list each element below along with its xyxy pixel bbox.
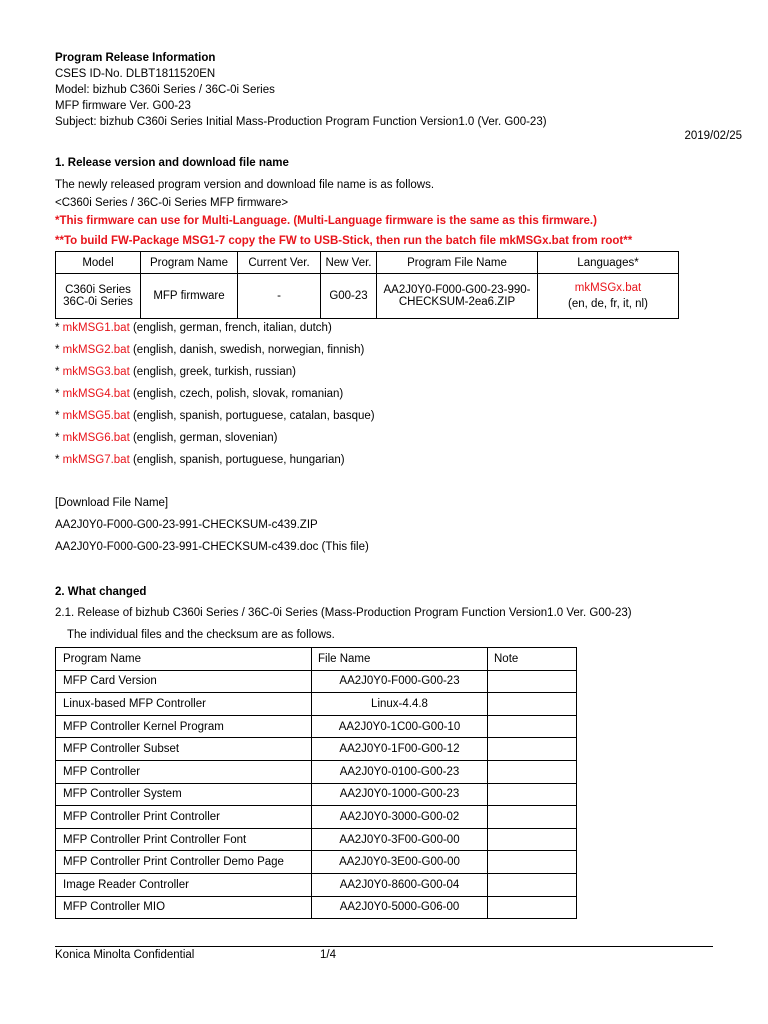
cell-languages: [538, 274, 679, 319]
file-name-cell: AA2J0Y0-8600-G00-04: [312, 873, 488, 896]
multilanguage-notice: *This firmware can use for Multi-Language. (Multi-Language firmware is the same as this firmware.): [55, 215, 597, 227]
note-cell: [488, 873, 577, 896]
batch-file-item: * mkMSG3.bat (english, greek, turkish, russian): [55, 366, 296, 378]
table-row: [56, 873, 577, 896]
file-name-cell: AA2J0Y0-0100-G00-23: [312, 760, 488, 783]
header-program-name: Program Name: [56, 648, 312, 671]
release-version-table: [55, 251, 679, 319]
cell-program-file-name: [377, 274, 538, 319]
batch-file-name: mkMSG5.bat: [62, 410, 130, 422]
batch-file-languages: (english, greek, turkish, russian): [129, 366, 296, 378]
batch-file-languages: (english, spanish, portuguese, hungarian): [129, 454, 345, 466]
cell-model: [56, 274, 141, 319]
table-row: [56, 896, 577, 919]
cell-program-name: MFP firmware: [141, 274, 238, 319]
section2-intro: The individual files and the checksum are as follows.: [67, 629, 335, 641]
section2-subheading: 2.1. Release of bizhub C360i Series / 36C-0i Series (Mass-Production Program Function Version1.0 Ver. G00-23): [55, 607, 632, 619]
series-line: <C360i Series / 36C-0i Series MFP firmware>: [55, 197, 289, 209]
header-model: Model: [56, 252, 141, 274]
table-row: [56, 693, 577, 716]
program-name-cell: Linux-based MFP Controller: [56, 693, 312, 716]
batch-file-item: * mkMSG7.bat (english, spanish, portuguese, hungarian): [55, 454, 345, 466]
table-row: [56, 806, 577, 829]
note-cell: [488, 783, 577, 806]
file-name-cell: AA2J0Y0-3E00-G00-00: [312, 851, 488, 874]
batch-file-item: * mkMSG6.bat (english, german, slovenian): [55, 432, 278, 444]
file-name-line-1: AA2J0Y0-F000-G00-23-990-: [383, 284, 531, 296]
note-cell: [488, 670, 577, 693]
file-name-cell: Linux-4.4.8: [312, 693, 488, 716]
cell-current-ver: -: [238, 274, 321, 319]
file-name-cell: AA2J0Y0-5000-G06-00: [312, 896, 488, 919]
program-name-cell: MFP Controller Print Controller Font: [56, 828, 312, 851]
batch-file-item: * mkMSG1.bat (english, german, french, italian, dutch): [55, 322, 332, 334]
cses-id: CSES ID-No. DLBT1811520EN: [55, 68, 216, 80]
table-row: [56, 783, 577, 806]
table-row: [56, 851, 577, 874]
batch-file-name: mkMSG3.bat: [62, 366, 130, 378]
languages-list: (en, de, fr, it, nl): [568, 298, 648, 310]
model-line-2: 36C-0i Series: [63, 296, 133, 308]
program-name-cell: MFP Controller Subset: [56, 738, 312, 761]
file-table-header-row: [56, 648, 577, 671]
model-line: Model: bizhub C360i Series / 36C-0i Series: [55, 84, 275, 96]
section1-heading: 1. Release version and download file name: [55, 157, 289, 169]
file-name-cell: AA2J0Y0-1F00-G00-12: [312, 738, 488, 761]
file-name-cell: AA2J0Y0-3F00-G00-00: [312, 828, 488, 851]
file-name-cell: AA2J0Y0-1C00-G00-10: [312, 715, 488, 738]
header-languages: Languages*: [538, 252, 679, 274]
batch-file-item: * mkMSG5.bat (english, spanish, portuguese, catalan, basque): [55, 410, 375, 422]
subject-line: Subject: bizhub C360i Series Initial Mass-Production Program Function Version1.0 (Ver. G00-23): [55, 116, 547, 128]
section1-intro: The newly released program version and download file name is as follows.: [55, 179, 435, 191]
batch-file-languages: (english, german, french, italian, dutch): [129, 322, 332, 334]
program-name-cell: MFP Controller System: [56, 783, 312, 806]
note-cell: [488, 715, 577, 738]
batch-file-name: mkMSG4.bat: [62, 388, 130, 400]
model-line-1: C360i Series: [65, 284, 131, 296]
table-row: [56, 760, 577, 783]
table-row: [56, 670, 577, 693]
file-name-line-2: CHECKSUM-2ea6.ZIP: [398, 296, 516, 308]
note-cell: [488, 760, 577, 783]
fw-package-notice: **To build FW-Package MSG1-7 copy the FW to USB-Stick, then run the batch file mkMSGx.bat from root**: [55, 235, 633, 247]
footer-confidential: Konica Minolta Confidential: [55, 949, 195, 961]
section2-heading: 2. What changed: [55, 586, 147, 598]
header-current-ver: Current Ver.: [238, 252, 321, 274]
batch-file-languages: (english, german, slovenian): [129, 432, 278, 444]
batch-file-item: * mkMSG2.bat (english, danish, swedish, norwegian, finnish): [55, 344, 365, 356]
mfp-firmware-version: MFP firmware Ver. G00-23: [55, 100, 191, 112]
header-note: Note: [488, 648, 577, 671]
batch-file-name: mkMSG6.bat: [62, 432, 130, 444]
document-title: Program Release Information: [55, 52, 216, 64]
file-name-cell: AA2J0Y0-1000-G00-23: [312, 783, 488, 806]
release-table-row: [56, 274, 679, 319]
program-name-cell: MFP Card Version: [56, 670, 312, 693]
download-file-zip: AA2J0Y0-F000-G00-23-991-CHECKSUM-c439.ZIP: [55, 519, 318, 531]
program-name-cell: MFP Controller Print Controller Demo Page: [56, 851, 312, 874]
note-cell: [488, 806, 577, 829]
program-name-cell: Image Reader Controller: [56, 873, 312, 896]
note-cell: [488, 896, 577, 919]
header-new-ver: New Ver.: [321, 252, 377, 274]
download-file-label: [Download File Name]: [55, 497, 169, 509]
batch-file-name: mkMSG2.bat: [62, 344, 130, 356]
batch-file-item: * mkMSG4.bat (english, czech, polish, slovak, romanian): [55, 388, 344, 400]
footer-divider: [55, 946, 713, 947]
program-name-cell: MFP Controller Kernel Program: [56, 715, 312, 738]
note-cell: [488, 738, 577, 761]
download-file-doc: AA2J0Y0-F000-G00-23-991-CHECKSUM-c439.doc (This file): [55, 541, 369, 553]
batch-file-name: mkMSG1.bat: [62, 322, 130, 334]
release-date: 2019/02/25: [684, 130, 742, 142]
file-name-cell: AA2J0Y0-F000-G00-23: [312, 670, 488, 693]
note-cell: [488, 828, 577, 851]
header-program-name: Program Name: [141, 252, 238, 274]
file-name-cell: AA2J0Y0-3000-G00-02: [312, 806, 488, 829]
program-name-cell: MFP Controller Print Controller: [56, 806, 312, 829]
file-checksum-table: [55, 647, 577, 919]
header-program-file-name: Program File Name: [377, 252, 538, 274]
batch-file-languages: (english, spanish, portuguese, catalan, basque): [129, 410, 375, 422]
batch-file-languages: (english, czech, polish, slovak, romanian): [129, 388, 344, 400]
table-row: [56, 738, 577, 761]
table-row: [56, 715, 577, 738]
program-name-cell: MFP Controller MIO: [56, 896, 312, 919]
note-cell: [488, 693, 577, 716]
batch-file-languages: (english, danish, swedish, norwegian, finnish): [129, 344, 365, 356]
note-cell: [488, 851, 577, 874]
release-table-header-row: [56, 252, 679, 274]
header-file-name: File Name: [312, 648, 488, 671]
footer-page-number: 1/4: [320, 949, 336, 961]
cell-new-ver: G00-23: [321, 274, 377, 319]
languages-batch-file: mkMSGx.bat: [574, 282, 642, 294]
program-name-cell: MFP Controller: [56, 760, 312, 783]
table-row: [56, 828, 577, 851]
batch-file-name: mkMSG7.bat: [62, 454, 130, 466]
